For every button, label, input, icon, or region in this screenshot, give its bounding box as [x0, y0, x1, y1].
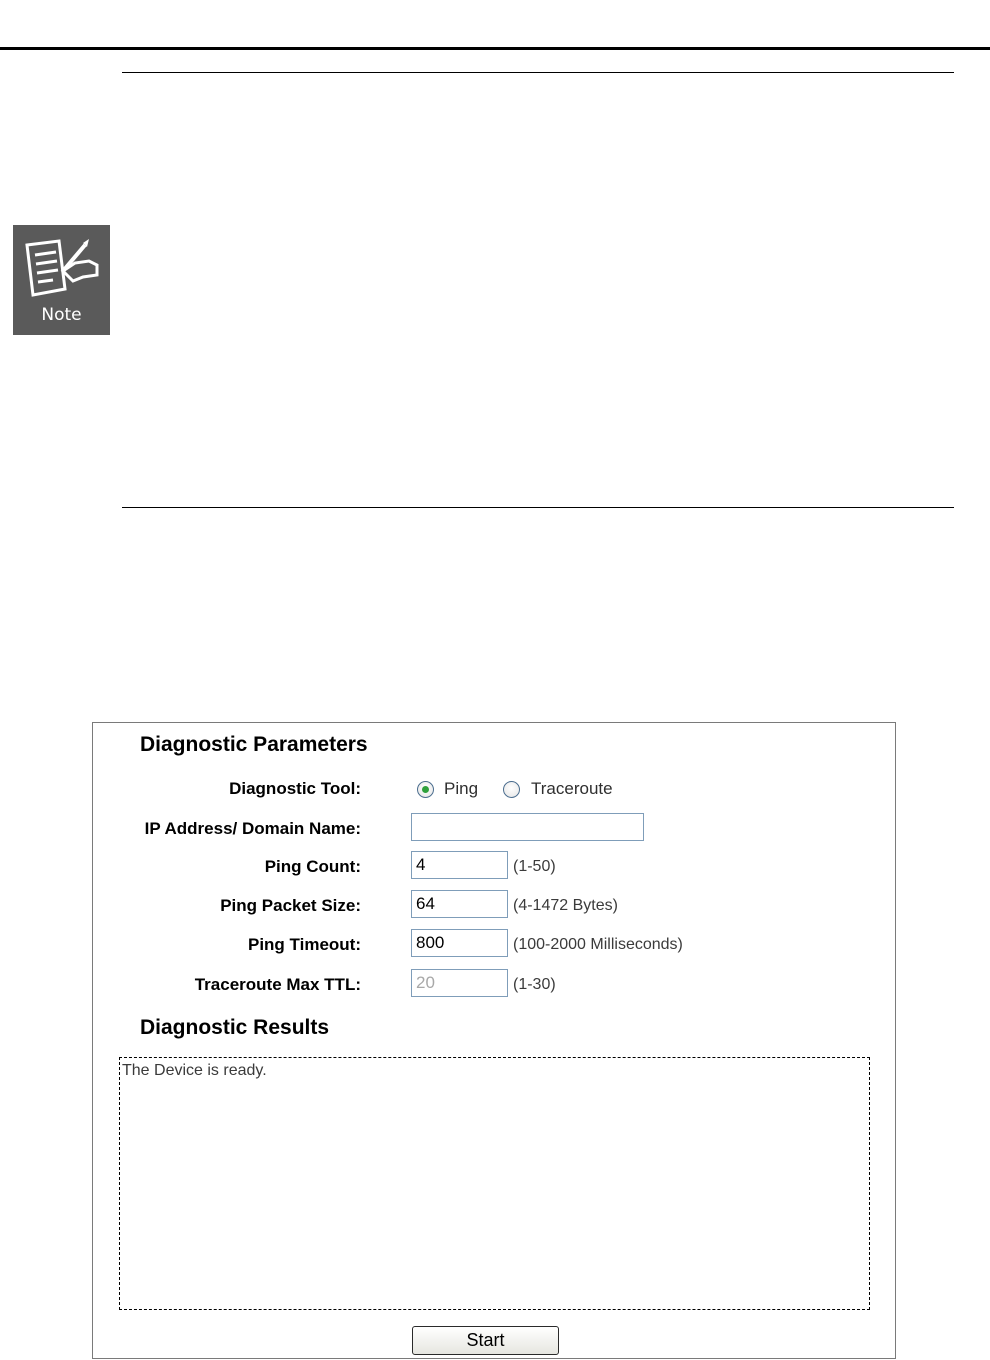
header-rule	[0, 47, 990, 50]
ping-timeout-label: Ping Timeout:	[247, 935, 361, 954]
ip-address-input[interactable]	[411, 813, 644, 841]
traceroute-radio-label[interactable]: Traceroute	[531, 779, 613, 798]
ip-address-row	[93, 813, 895, 845]
ping-packet-size-row	[93, 890, 895, 922]
diagnostic-results-box[interactable]	[119, 1057, 870, 1310]
note-label: Note	[41, 305, 82, 325]
ping-count-hint: (1-50)	[513, 858, 556, 875]
start-button[interactable]: Start	[412, 1326, 559, 1355]
traceroute-max-ttl-input[interactable]	[411, 969, 508, 997]
diagnostic-tool-label: Diagnostic Tool:	[229, 779, 361, 798]
ping-timeout-input[interactable]	[411, 929, 508, 957]
ip-address-label: IP Address/ Domain Name:	[144, 819, 361, 838]
diagnostic-results-text: The Device is ready.	[122, 1062, 267, 1079]
traceroute-radio[interactable]	[503, 781, 520, 798]
diagnostic-panel	[92, 722, 896, 1359]
ping-count-row	[93, 851, 895, 883]
note-icon	[13, 225, 110, 335]
diagnostic-results-title: Diagnostic Results	[140, 1016, 330, 1039]
note-bottom-rule	[122, 507, 954, 508]
traceroute-max-ttl-hint: (1-30)	[513, 976, 556, 993]
ping-radio[interactable]	[417, 781, 434, 798]
ping-timeout-hint: (100-2000 Milliseconds)	[513, 936, 683, 953]
ping-packet-size-label: Ping Packet Size:	[220, 896, 361, 915]
note-pencil-icon	[23, 237, 101, 301]
ping-radio-label[interactable]: Ping	[444, 779, 479, 798]
ping-count-label: Ping Count:	[264, 857, 361, 876]
ping-packet-size-input[interactable]	[411, 890, 508, 918]
traceroute-max-ttl-label: Traceroute Max TTL:	[194, 975, 361, 994]
ping-count-input[interactable]	[411, 851, 508, 879]
traceroute-max-ttl-row	[93, 969, 895, 1001]
diagnostic-parameters-title: Diagnostic Parameters	[140, 733, 368, 756]
ping-timeout-row	[93, 929, 895, 961]
ping-packet-size-hint: (4-1472 Bytes)	[513, 897, 618, 914]
note-top-rule	[122, 72, 954, 73]
diagnostic-tool-row	[93, 773, 895, 805]
